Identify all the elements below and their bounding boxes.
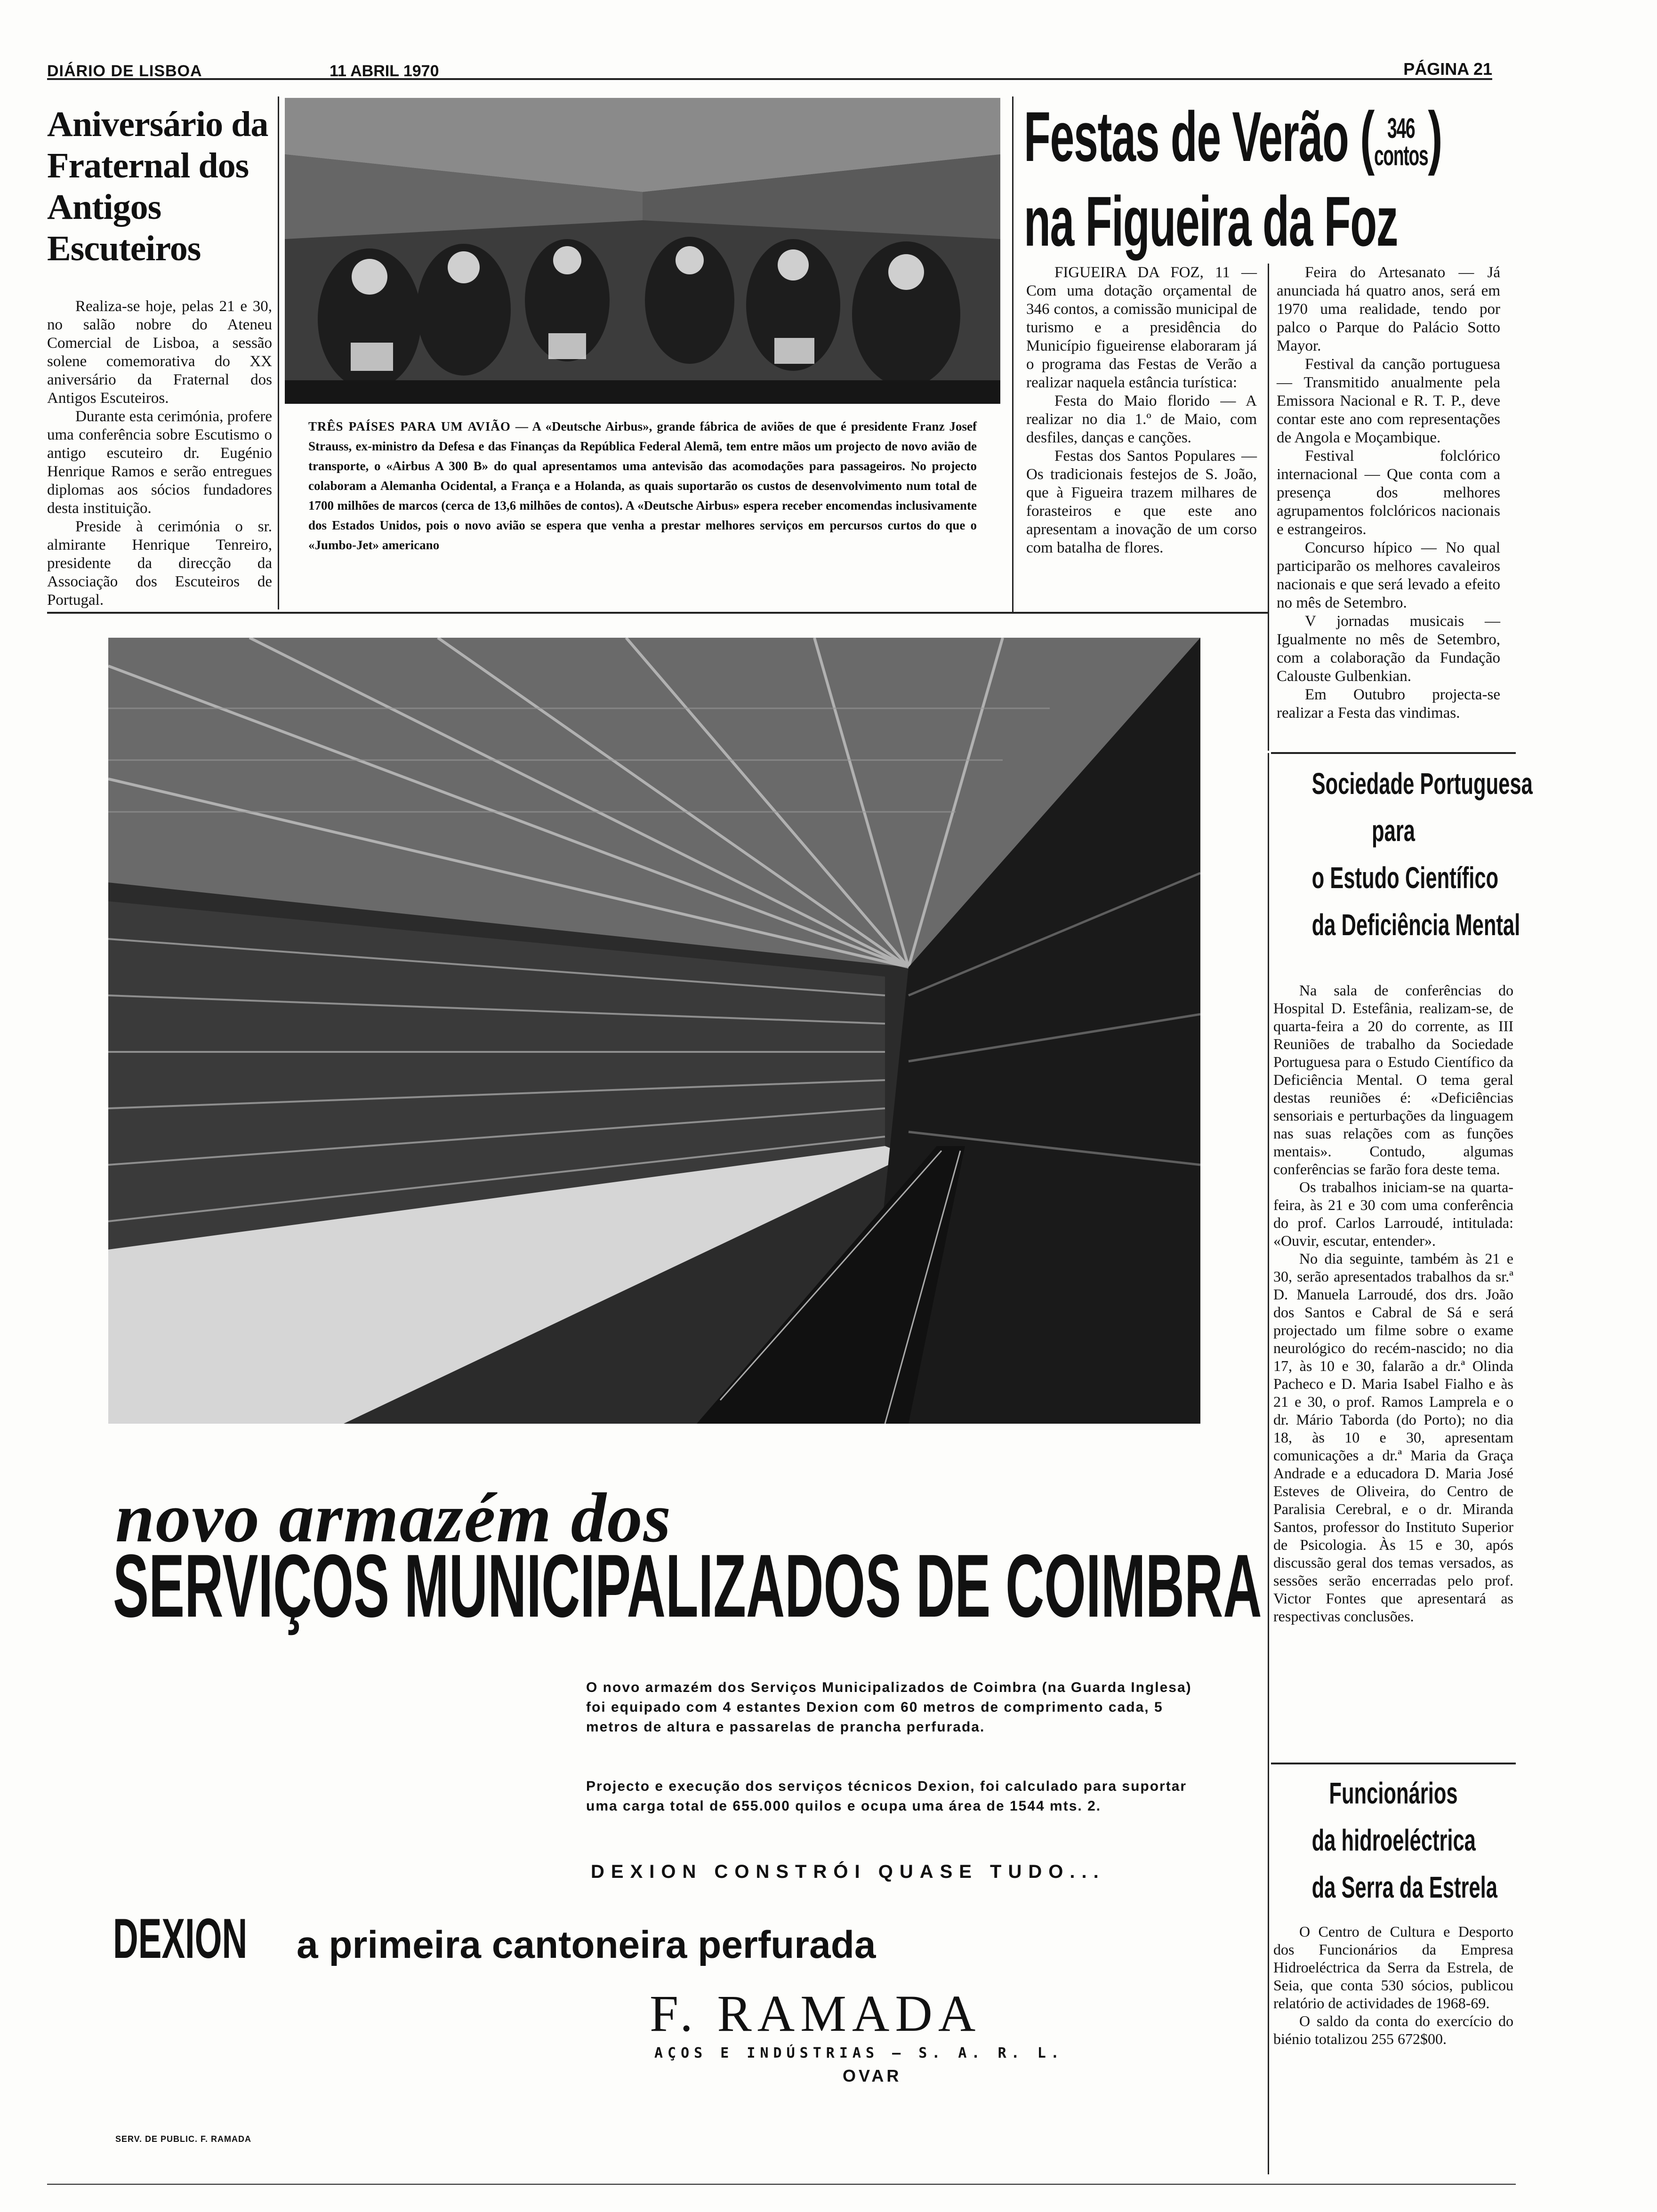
section-rule bbox=[1271, 752, 1516, 754]
festas-amount-number: 346 bbox=[1387, 112, 1415, 144]
funcionarios-title-line: Funcionários bbox=[1329, 1776, 1458, 1810]
footer-rule bbox=[47, 2184, 1516, 2185]
festas-column-a bbox=[1026, 264, 1257, 557]
newspaper-name: DIÁRIO DE LISBOA bbox=[47, 62, 202, 80]
funcionarios-title-line: da Serra da Estrela bbox=[1311, 1870, 1497, 1904]
aniversario-article bbox=[47, 297, 272, 609]
funcionarios-headline bbox=[1273, 1770, 1513, 1911]
festas-paragraph: Concurso hípico — No qual participarão os melhores cavaleiros nacionais e que será levado a efeito no mês de Setembro. bbox=[1277, 539, 1500, 611]
festas-paragraph: Festival folclórico internacional — Que conta com a presença dos melhores agrupamentos folclóricos nacionais e estrangeiros. bbox=[1277, 448, 1500, 538]
airbus-cabin-photo bbox=[285, 98, 1000, 404]
festas-title-a: Festas de Verão ( bbox=[1024, 97, 1374, 176]
aniversario-paragraph: Preside à cerimónia o sr. almirante Henrique Tenreiro, presidente da direcção da Associação dos Escuteiros de Portugal. bbox=[47, 518, 272, 609]
sociedade-paragraph: Os trabalhos iniciam-se na quarta-feira, às 21 e 30 com uma conferência do prof. Carlos Larroudé, intitulada: «Ouvir, escutar, entender». bbox=[1273, 1178, 1513, 1249]
sociedade-title-line: o Estudo Científico bbox=[1311, 861, 1499, 895]
airbus-cabin-illustration bbox=[285, 98, 1000, 404]
aniversario-paragraph: Durante esta cerimónia, profere uma conferência sobre Escutismo o antigo escuteiro dr. Eugénio Henrique Ramos e serão entregues diplomas aos sócios fundadores desta instituição. bbox=[47, 408, 272, 517]
sociedade-paragraph: Na sala de conferências do Hospital D. Estefânia, realizam-se, de quarta-feira a 20 do corrente, as III Reuniões de trabalho da Sociedade Portuguesa para o Estudo Científico da Deficiência Mental. O tema geral destas reuniões é: «Deficiências sensoriais e perturbações da linguagem nas suas relações com as funções mentais». Contudo, algumas conferências se farão fora deste tema. bbox=[1273, 982, 1513, 1178]
issue-date: 11 ABRIL 1970 bbox=[330, 62, 439, 80]
funcionarios-article bbox=[1273, 1923, 1513, 2048]
sociedade-title-line: Sociedade Portuguesa bbox=[1311, 767, 1533, 801]
section-rule bbox=[1271, 1763, 1516, 1764]
column-divider bbox=[1012, 96, 1014, 612]
warehouse-photo bbox=[108, 638, 1200, 1424]
brand-tagline: a primeira cantoneira perfurada bbox=[297, 1923, 876, 1966]
festas-paragraph: Festa do Maio florido — A realizar no dia 1.º de Maio, com desfiles, danças e canções. bbox=[1026, 393, 1257, 446]
funcionarios-title-line: da hidroeléctrica bbox=[1311, 1823, 1476, 1857]
festas-headline bbox=[1024, 94, 1442, 264]
ad-headline-script: novo armazém dos bbox=[115, 1479, 672, 1557]
header-rule bbox=[47, 78, 1492, 80]
sociedade-headline bbox=[1273, 760, 1533, 948]
caption-text: — A «Deutsche Airbus», grande fábrica de aviões de que é presidente Franz Josef Strauss, ex-ministro da Defesa e das Finanças da República Federal Alemã, tem entre mãos um projecto de novo avião de transporte, o «Airbus A 300 B» do qual apresentamos uma antevisão das acomodações para passageiros. No projecto colaboram a Alemanha Ocidental, a França e a Holanda, as quais suportarão os custos de desenvolvimento num total de 1700 milhões de marcos (cerca de 13,6 milhões de contos). A «Deutsche Airbus» espera receber encomendas inclusivamente dos Estados Unidos, pois o novo avião se espera que venha a prestar melhores serviços em percursos curtos do que o «Jumbo-Jet» americano bbox=[308, 419, 977, 552]
festas-paragraph: Em Outubro projecta-se realizar a Festa das vindimas. bbox=[1277, 686, 1500, 721]
ad-project-text: Projecto e execução dos serviços técnicos Dexion, foi calculado para suportar uma carga total de 655.000 quilos e ocupa uma área de 1544 mts. 2. bbox=[586, 1779, 1187, 1814]
festas-title-line2: na Figueira da Foz bbox=[1024, 182, 1398, 261]
ad-headline-bold: SERVIÇOS MUNICIPALIZADOS DE COIMBRA bbox=[113, 1536, 1262, 1636]
festas-paragraph: Feira do Artesanato — Já anunciada há quatro anos, será em 1970 uma realidade, tendo por palco o Parque do Palácio Sotto Mayor. bbox=[1277, 264, 1500, 354]
company-logo: F. RAMADA bbox=[650, 1985, 981, 2042]
ad-slogan: DEXION CONSTRÓI QUASE TUDO... bbox=[591, 1861, 1105, 1882]
aniversario-headline: Aniversário da Fraternal dos Antigos Escuteiros bbox=[47, 104, 268, 268]
festas-amount-unit: contos bbox=[1374, 140, 1428, 172]
funcionarios-paragraph: O saldo da conta do exercício do biénio totalizou 255 672$00. bbox=[1273, 2012, 1513, 2047]
festas-paragraph: V jornadas musicais — Igualmente no mês de Setembro, com a colaboração da Fundação Calouste Gulbenkian. bbox=[1277, 613, 1500, 685]
festas-paragraph: FIGUEIRA DA FOZ, 11 — Com uma dotação orçamental de 346 contos, a comissão municipal de turismo e a presidência do Município figueirense elaboraram já o programa das Festas de Verão a realizar naquela estância turística: bbox=[1026, 264, 1257, 391]
funcionarios-paragraph: O Centro de Cultura e Desporto dos Funcionários da Empresa Hidroeléctrica da Serra da Estrela, de Seia, que conta 530 sócios, publicou relatório de actividades de 1968-69. bbox=[1273, 1923, 1513, 2012]
ad-credit: SERV. DE PUBLIC. F. RAMADA bbox=[115, 2134, 252, 2144]
caption-lead: TRÊS PAÍSES PARA UM AVIÃO bbox=[308, 419, 511, 433]
sociedade-paragraph: No dia seguinte, também às 21 e 30, serão apresentados trabalhos da sr.ª D. Manuela Larroudé, dos drs. João dos Santos e Cabral de Sá e será projectado um filme sobre o exame neurológico do recém-nascido; no dia 17, às 10 e 30, falarão a dr.ª Olinda Pacheco e D. Maria Isabel Fialho e às 21 e 30, o prof. Ramos Lamprela e o dr. Mário Taborda (do Porto); no dia 18, às 10 e 30, apresentam comunicações a dr.ª Maria da Graça Andrade e a educadora D. Maria José Esteves de Oliveira, do Centro de Paralisia Cerebral, e o dr. Miranda Santos, professor do Instituto Superior de Psicologia. Às 15 e 30, após discussão geral dos temas versados, as sessões serão encerradas pelo prof. Victor Fontes que apresentará as respectivas conclusões. bbox=[1273, 1250, 1513, 1625]
ad-brand-line bbox=[113, 1906, 876, 1971]
sociedade-title-line: da Deficiência Mental bbox=[1311, 908, 1520, 942]
aniversario-paragraph: Realiza-se hoje, pelas 21 e 30, no salão nobre do Ateneu Comercial de Lisboa, a sessão solene comemorativa do XX aniversário da Fraternal dos Antigos Escuteiros. bbox=[47, 298, 272, 407]
page-header bbox=[47, 56, 1492, 84]
sociedade-article bbox=[1273, 981, 1513, 1625]
section-rule bbox=[47, 612, 1269, 614]
company-city: OVAR bbox=[843, 2066, 902, 2085]
sociedade-title-line: para bbox=[1372, 814, 1415, 848]
warehouse-illustration bbox=[108, 638, 1200, 1424]
festas-title-b: ) bbox=[1428, 97, 1442, 176]
airbus-caption bbox=[308, 417, 977, 555]
column-divider bbox=[278, 96, 279, 609]
brand-name: DEXION bbox=[113, 1907, 248, 1970]
festas-column-b bbox=[1277, 264, 1500, 722]
page-number: PÁGINA 21 bbox=[1403, 59, 1492, 79]
ad-description: O novo armazém dos Serviços Municipalizados de Coimbra (na Guarda Inglesa) foi equipado com 4 estantes Dexion com 60 metros de comprimento cada, 5 metros de altura e passarelas de prancha perfurada. bbox=[586, 1680, 1192, 1735]
festas-title-amount bbox=[1374, 112, 1428, 172]
column-divider bbox=[1268, 264, 1269, 751]
company-subtitle: AÇOS E INDÚSTRIAS — S. A. R. L. bbox=[654, 2045, 1064, 2061]
festas-paragraph: Festival da canção portuguesa — Transmitido anualmente pela Emissora Nacional e R. T. P., deve contar este ano com representações de Angola e Moçambique. bbox=[1277, 356, 1500, 446]
festas-paragraph: Festas dos Santos Populares — Os tradicionais festejos de S. João, que à Figueira trazem milhares de forasteiros e que este ano apresentam a inovação de um corso com batalha de flores. bbox=[1026, 448, 1257, 556]
column-divider bbox=[1268, 753, 1269, 2174]
